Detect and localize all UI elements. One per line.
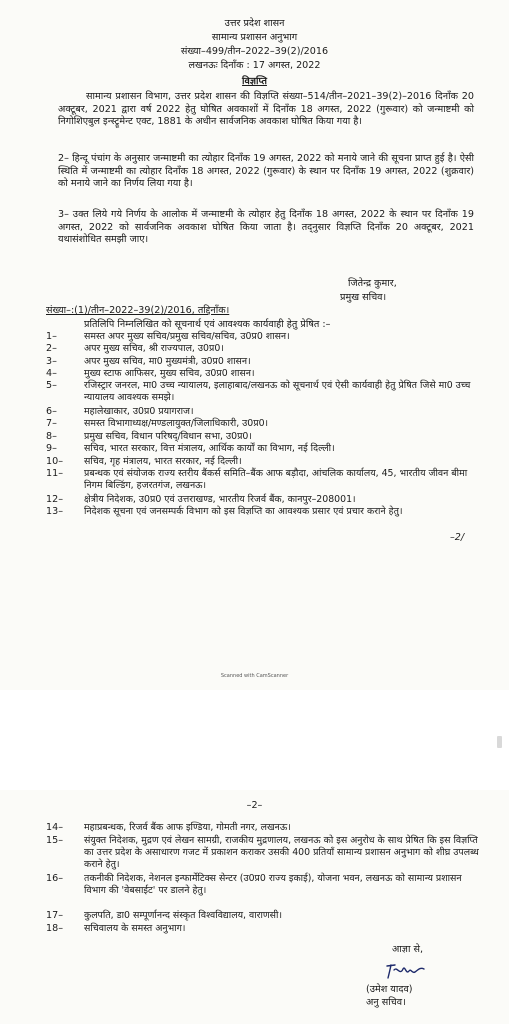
list-item: प्रबन्धक एवं संयोजक राज्य स्तरीय बैंकर्स समिति–बैंक आफ बड़ौदा, आंचलिक कार्यालय, 45, भारतीय जीवन बीमा निगम बिल्डिंग, हजरतगंज, लखनऊ।	[84, 468, 468, 491]
dept-heading: सामान्य प्रशासन अनुभाग	[211, 32, 298, 43]
list-item-number: 5–	[46, 380, 57, 391]
list-item-number: 7–	[46, 418, 57, 429]
list-item-number: 4–	[46, 368, 57, 379]
list-item-number: 13–	[46, 506, 64, 517]
list-item: निदेशक सूचना एवं जनसम्पर्क विभाग को इस विज्ञप्ति का आवश्यक प्रसार एवं प्रचार कराने हेतु।	[84, 506, 403, 517]
list-item: समस्त विभागाध्यक्ष/मण्डलायुक्त/जिलाधिकारी, उ0प्र0।	[84, 418, 269, 429]
by-order-text: आज्ञा से,	[392, 944, 424, 955]
undersecretary-designation: अनु सचिव।	[366, 997, 406, 1008]
list-item: सचिवालय के समस्त अनुभाग।	[84, 923, 186, 934]
paragraph-3: 3– उक्त लिये गये निर्णय के आलोक में जन्माष्टमी के त्योहार हेतु दिनाँक 18 अगस्त, 2022 के स्थान पर दिनाँक 19 अगस्त, 2022 को सार्वजनिक अवकाश घोषित किया जाता है। तद्नुसार विज्ञप्ति दिनाँक 20 अक्टूबर, 2021 यथासंशोधित समझी जाए।	[58, 209, 474, 245]
page-2-header: –2–	[246, 800, 263, 811]
list-item: अपर मुख्य सचिव, श्री राज्यपाल, उ0प्र0।	[84, 343, 224, 354]
list-item: समस्त अपर मुख्य सचिव/प्रमुख सचिव/सचिव, उ0प्र0 शासन।	[84, 331, 290, 342]
list-item-number: 9–	[46, 443, 57, 454]
org-heading: उत्तर प्रदेश शासन	[224, 18, 285, 29]
list-item-number: 8–	[46, 431, 57, 442]
paragraph-2: 2– हिन्दू पंचांग के अनुसार जन्माष्टमी का त्योहार दिनाँक 19 अगस्त, 2022 को मनाये जाने की सूचना प्राप्त हुई है। ऐसी स्थिति में जन्माष्टमी का त्योहार दिनाँक 18 अगस्त, 2022 (गुरूवार) के स्थान पर दिनाँक 19 अगस्त, 2022 (शुक्रवार) को मनाये जाने का निर्णय लिया गया है।	[58, 153, 474, 189]
list-item: सचिव, भारत सरकार, वित्त मंत्रालय, आर्थिक कार्यों का विभाग, नई दिल्ली।	[84, 443, 335, 454]
scanner-note: Scanned with CamScanner	[220, 673, 289, 679]
list-item: संयुक्त निदेशक, मुद्रण एवं लेखन सामग्री, राजकीय मुद्रणालय, लखनऊ को इस अनुरोध के साथ प्रेषित कि इस विज्ञप्ति का उत्तर प्रदेश के असाधारण गजट में प्रकाशन कराकर उसकी 400 प्रतियाँ सामान्य प्रशासन अनुभाग को शीघ्र उपलब्ध कराने हेतु।	[84, 835, 479, 870]
list-item-number: 11–	[46, 468, 64, 479]
list-item-number: 3–	[46, 356, 57, 367]
list-item-number: 1–	[46, 331, 57, 342]
list-item: प्रमुख सचिव, विधान परिषद्/विधान सभा, उ0प्र0।	[84, 431, 252, 442]
list-item: तकनीकी निदेशक, नेशनल इन्फार्मेटिक्स सेन्टर (उ0प्र0 राज्य इकाई), योजना भवन, लखनऊ को सामान्य प्रशासन विभाग की 'वेबसाईट' पर डालने हेतु।	[84, 873, 462, 896]
list-item-number: 2–	[46, 343, 57, 354]
copy-reference: संख्या–:(1)/तीन–2022–39(2)/2016, तद्दिनाँक।	[46, 305, 230, 316]
list-item-number: 16–	[46, 873, 64, 884]
list-item: अपर मुख्य सचिव, मा0 मुख्यमंत्री, उ0प्र0 शासन।	[84, 356, 251, 367]
list-item: महालेखाकार, उ0प्र0 प्रयागराज।	[84, 406, 194, 417]
list-item: मुख्य स्टाफ आफिसर, मुख्य सचिव, उ0प्र0 शासन।	[84, 368, 255, 379]
list-item: कुलपति, डा0 सम्पूर्णानन्द संस्कृत विश्वविद्यालय, वाराणसी।	[84, 910, 282, 921]
document-page-2	[0, 790, 509, 1024]
undersecretary-name: (उमेश यादव)	[366, 984, 413, 995]
list-item: सचिव, गृह मंत्रालय, भारत सरकार, नई दिल्ली।	[84, 456, 242, 467]
place-date: लखनऊः दिनाँक : 17 अगस्त, 2022	[188, 60, 321, 71]
signatory-designation: प्रमुख सचिव।	[340, 292, 387, 303]
page-marker: –2/	[450, 532, 465, 543]
paragraph-1: सामान्य प्रशासन विभाग, उत्तर प्रदेश शासन की विज्ञप्ति संख्या–514/तीन–2021–39(2)–2016 दिनाँक 20 अक्टूबर, 2021 द्वारा वर्ष 2022 हेतु घोषित अवकाशों में दिनाँक 18 अगस्त, 2022 (गुरूवार) को जन्माष्टमी को निगोशिएबुल इन्स्ट्रूमेन्ट एक्ट, 1881 के अधीन सार्वजनिक अवकाश घोषित किया गया है।	[58, 91, 474, 127]
list-item: क्षेत्रीय निदेशक, उ0प्र0 एवं उत्तराखण्ड, भारतीय रिजर्व बैंक, कानपुर–208001।	[84, 494, 356, 505]
list-item-number: 17–	[46, 910, 64, 921]
reference-number: संख्या–499/तीन–2022–39(2)/2016	[180, 46, 329, 57]
signature-scribble	[384, 960, 430, 982]
copy-intro: प्रतिलिपि निम्नलिखित को सूचनार्थ एवं आवश्यक कार्यवाही हेतु प्रेषित :–	[84, 319, 331, 330]
signatory-name: जितेन्द्र कुमार,	[348, 278, 397, 289]
list-item-number: 10–	[46, 456, 64, 467]
page-gap	[0, 690, 509, 790]
list-item-number: 15–	[46, 835, 64, 846]
list-item-number: 14–	[46, 822, 64, 833]
list-item-number: 12–	[46, 494, 64, 505]
list-item: महाप्रबन्धक, रिजर्व बैंक आफ इण्डिया, गोमती नगर, लखनऊ।	[84, 822, 291, 833]
list-item-number: 18–	[46, 923, 64, 934]
notification-title: विज्ञप्ति	[242, 76, 267, 87]
scan-mark	[497, 736, 502, 748]
list-item: रजिस्ट्रार जनरल, मा0 उच्च न्यायालय, इलाहाबाद/लखनऊ को सूचनार्थ एवं ऐसी कार्यवाही हेतु प्रेषित जिसे मा0 उच्च न्यायालय आवश्यक समझे।	[84, 380, 471, 403]
list-item-number: 6–	[46, 406, 57, 417]
